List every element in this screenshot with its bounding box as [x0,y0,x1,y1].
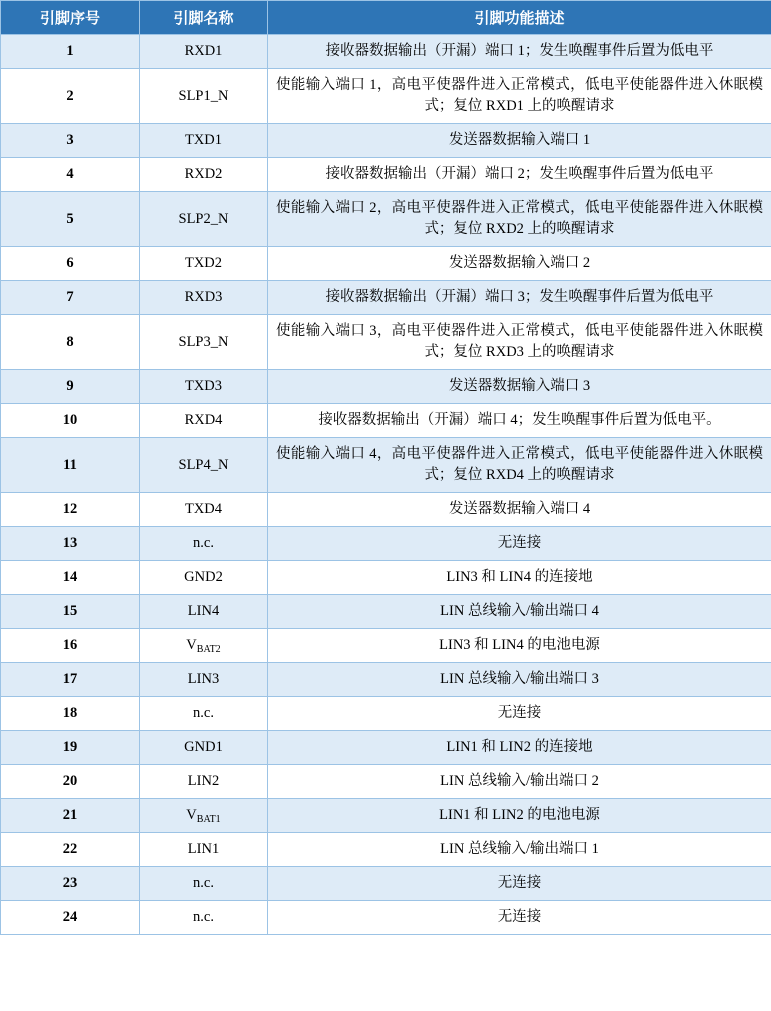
cell-pin-name: SLP4_N [140,438,268,493]
cell-pin-name: LIN4 [140,595,268,629]
cell-pin-function: 无连接 [268,867,771,901]
column-header-pin-function: 引脚功能描述 [268,1,771,35]
cell-pin-name: LIN3 [140,663,268,697]
cell-pin-number: 11 [1,438,140,493]
cell-pin-function: 接收器数据输出（开漏）端口 2；发生唤醒事件后置为低电平 [268,158,771,192]
table-row [1,595,771,629]
cell-pin-function: 发送器数据输入端口 3 [268,370,771,404]
cell-pin-number: 23 [1,867,140,901]
table-row [1,833,771,867]
table-header-row [1,1,771,35]
cell-pin-function: 使能输入端口 1，高电平使器件进入正常模式，低电平使能器件进入休眠模式；复位 RXD1 上的唤醒请求 [268,69,771,124]
cell-pin-function: LIN 总线输入/输出端口 4 [268,595,771,629]
table-row [1,731,771,765]
cell-pin-number: 21 [1,799,140,833]
table-row [1,281,771,315]
table-row [1,629,771,663]
cell-pin-number: 3 [1,124,140,158]
cell-pin-number: 18 [1,697,140,731]
cell-pin-number: 2 [1,69,140,124]
cell-pin-function: 使能输入端口 3，高电平使器件进入正常模式，低电平使能器件进入休眠模式；复位 RXD3 上的唤醒请求 [268,315,771,370]
table-row [1,315,771,370]
cell-pin-number: 8 [1,315,140,370]
cell-pin-function: 发送器数据输入端口 2 [268,247,771,281]
cell-pin-function: 使能输入端口 4，高电平使器件进入正常模式，低电平使能器件进入休眠模式；复位 RXD4 上的唤醒请求 [268,438,771,493]
cell-pin-name: TXD1 [140,124,268,158]
table-row [1,493,771,527]
table-row [1,697,771,731]
cell-pin-name: RXD3 [140,281,268,315]
cell-pin-name: RXD4 [140,404,268,438]
cell-pin-function: LIN 总线输入/输出端口 1 [268,833,771,867]
cell-pin-name: SLP3_N [140,315,268,370]
cell-pin-number: 14 [1,561,140,595]
cell-pin-name: TXD3 [140,370,268,404]
table-row [1,35,771,69]
cell-pin-function: 接收器数据输出（开漏）端口 3；发生唤醒事件后置为低电平 [268,281,771,315]
cell-pin-name [140,799,268,833]
cell-pin-number: 12 [1,493,140,527]
table-row [1,404,771,438]
cell-pin-number: 5 [1,192,140,247]
table-row [1,438,771,493]
cell-pin-number: 22 [1,833,140,867]
cell-pin-number: 20 [1,765,140,799]
cell-pin-name: SLP2_N [140,192,268,247]
cell-pin-number: 7 [1,281,140,315]
table-row [1,765,771,799]
cell-pin-name [140,629,268,663]
pin-name-base: V [186,637,197,654]
cell-pin-function: 接收器数据输出（开漏）端口 1；发生唤醒事件后置为低电平 [268,35,771,69]
table-row [1,370,771,404]
table-row [1,69,771,124]
cell-pin-name: LIN1 [140,833,268,867]
cell-pin-function: LIN3 和 LIN4 的连接地 [268,561,771,595]
table-row [1,247,771,281]
cell-pin-number: 9 [1,370,140,404]
cell-pin-function: LIN1 和 LIN2 的电池电源 [268,799,771,833]
table-row [1,663,771,697]
column-header-pin-name: 引脚名称 [140,1,268,35]
cell-pin-name: n.c. [140,901,268,935]
cell-pin-function: LIN 总线输入/输出端口 2 [268,765,771,799]
cell-pin-name: n.c. [140,527,268,561]
cell-pin-name: TXD2 [140,247,268,281]
table-row [1,527,771,561]
table-row [1,158,771,192]
cell-pin-name: SLP1_N [140,69,268,124]
cell-pin-function: 无连接 [268,901,771,935]
table-header [1,1,771,35]
cell-pin-name: LIN2 [140,765,268,799]
cell-pin-name: GND2 [140,561,268,595]
cell-pin-function: 无连接 [268,697,771,731]
cell-pin-name: n.c. [140,867,268,901]
cell-pin-number: 6 [1,247,140,281]
cell-pin-function: 接收器数据输出（开漏）端口 4；发生唤醒事件后置为低电平。 [268,404,771,438]
pin-name-subscript: BAT1 [196,814,221,826]
table-row [1,799,771,833]
cell-pin-number: 24 [1,901,140,935]
pin-name-subscript: BAT2 [196,644,221,656]
cell-pin-number: 16 [1,629,140,663]
cell-pin-number: 19 [1,731,140,765]
cell-pin-function: 发送器数据输入端口 4 [268,493,771,527]
cell-pin-name: n.c. [140,697,268,731]
column-header-pin-number: 引脚序号 [1,1,140,35]
cell-pin-number: 17 [1,663,140,697]
pin-name-base: V [186,807,197,824]
cell-pin-function: LIN 总线输入/输出端口 3 [268,663,771,697]
table-row [1,867,771,901]
cell-pin-name: RXD1 [140,35,268,69]
cell-pin-function: 发送器数据输入端口 1 [268,124,771,158]
table-row [1,192,771,247]
cell-pin-name: TXD4 [140,493,268,527]
cell-pin-number: 1 [1,35,140,69]
cell-pin-number: 10 [1,404,140,438]
table-body [1,35,771,935]
table-row [1,561,771,595]
cell-pin-name: RXD2 [140,158,268,192]
cell-pin-function: 无连接 [268,527,771,561]
table-row [1,124,771,158]
cell-pin-function: 使能输入端口 2，高电平使器件进入正常模式，低电平使能器件进入休眠模式；复位 RXD2 上的唤醒请求 [268,192,771,247]
cell-pin-function: LIN1 和 LIN2 的连接地 [268,731,771,765]
cell-pin-number: 13 [1,527,140,561]
table-row [1,901,771,935]
cell-pin-function: LIN3 和 LIN4 的电池电源 [268,629,771,663]
cell-pin-number: 15 [1,595,140,629]
cell-pin-name: GND1 [140,731,268,765]
cell-pin-number: 4 [1,158,140,192]
